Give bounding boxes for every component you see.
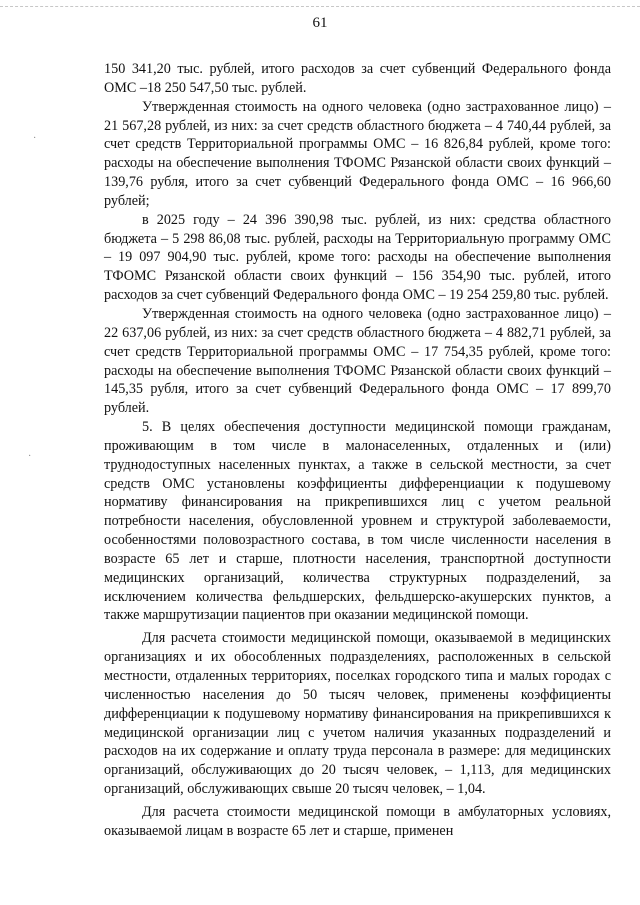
margin-speck: · <box>33 133 37 144</box>
paragraph-cost-per-person-2025: Утвержденная стоимость на одного человека (одно застрахованное лицо) – 22 637,06 рублей, из них: за счет средств областного бюджета – 4 882,71 рублей, за счет средств Территориальной программы ОМС – 17 754,35 рублей, кроме того: расходы на обеспечение выполнения ТФОМС Рязанской области своих функций – 145,35 рубля, итого за счет субвенций Федерального фонда ОМС – 17 899,70 рублей. <box>104 305 611 417</box>
page-number: 61 <box>312 15 328 31</box>
paragraph-ambulatory-65-plus: Для расчета стоимости медицинской помощи в амбулаторных условиях, оказываемой лицам в возрасте 65 лет и старше, применен <box>104 803 611 839</box>
margin-speck: · <box>28 451 32 462</box>
paragraph-item-5: 5. В целях обеспечения доступности медицинской помощи гражданам, проживающим в том числе в малонаселенных, отдаленных и (или) труднодоступных населенных пунктах, а также в сельской местности, за счет средств ОМС установлены коэффициенты дифференциации к подушевому нормативу финансирования на прикрепившихся лиц с учетом реальной потребности населения, обусловленной уровнем и структурой заболеваемости, особенностями половозрастного состава, в том числе численности населения в возрасте 65 лет и старше, плотности населения, транспортной доступности медицинских организаций, количества структурных подразделений, за исключением количества фельдшерских, фельдшерско-акушерских пунктов, а также маршрутизации пациентов при оказании медицинской помощи. <box>104 419 611 624</box>
paragraph-cost-per-person-2024: Утвержденная стоимость на одного человека (одно застрахованное лицо) – 21 567,28 рублей, из них: за счет средств областного бюджета – 4 740,44 рублей, за счет средств Территориальной программы ОМС – 16 826,84 рублей, кроме того: расходы на обеспечение выполнения ТФОМС Рязанской области своих функций – 139,76 рубля, итого за счет субвенций Федерального фонда ОМС – 16 966,60 рублей; <box>104 98 611 209</box>
paragraph-continuation: 150 341,20 тыс. рублей, итого расходов за счет субвенций Федерального фонда ОМС –18 250 547,50 тыс. рублей. <box>104 61 611 96</box>
paragraph-year-2025: в 2025 году – 24 396 390,98 тыс. рублей, из них: средства областного бюджета – 5 298 86,08 тыс. рублей, расходы на Территориальную программу ОМС – 19 097 904,90 тыс. рублей, кроме того: расходы на обеспечение выполнения ТФОМС Рязанской области своих функций – 156 354,90 тыс. рублей, итого расходов за счет субвенций Федерального фонда ОМС – 19 254 259,80 тыс. рублей. <box>104 211 611 304</box>
scan-edge-line <box>0 6 640 7</box>
document-body <box>104 60 611 841</box>
paragraph-differentiation-coefficients: Для расчета стоимости медицинской помощи, оказываемой в медицинских организациях и их обособленных подразделениях, расположенных в сельской местности, отдаленных территориях, поселках городского типа и малых городах с численностью населения до 50 тысяч человек, применены коэффициенты дифференциации к подушевому нормативу финансирования на прикрепившихся к медицинской организации лиц с учетом наличия указанных подразделений и расходов на их содержание и оплату труда персонала в размере: для медицинских организаций, обслуживающих до 20 тысяч человек, – 1,113, для медицинских организаций, обслуживающих свыше 20 тысяч человек, – 1,04. <box>104 630 611 798</box>
